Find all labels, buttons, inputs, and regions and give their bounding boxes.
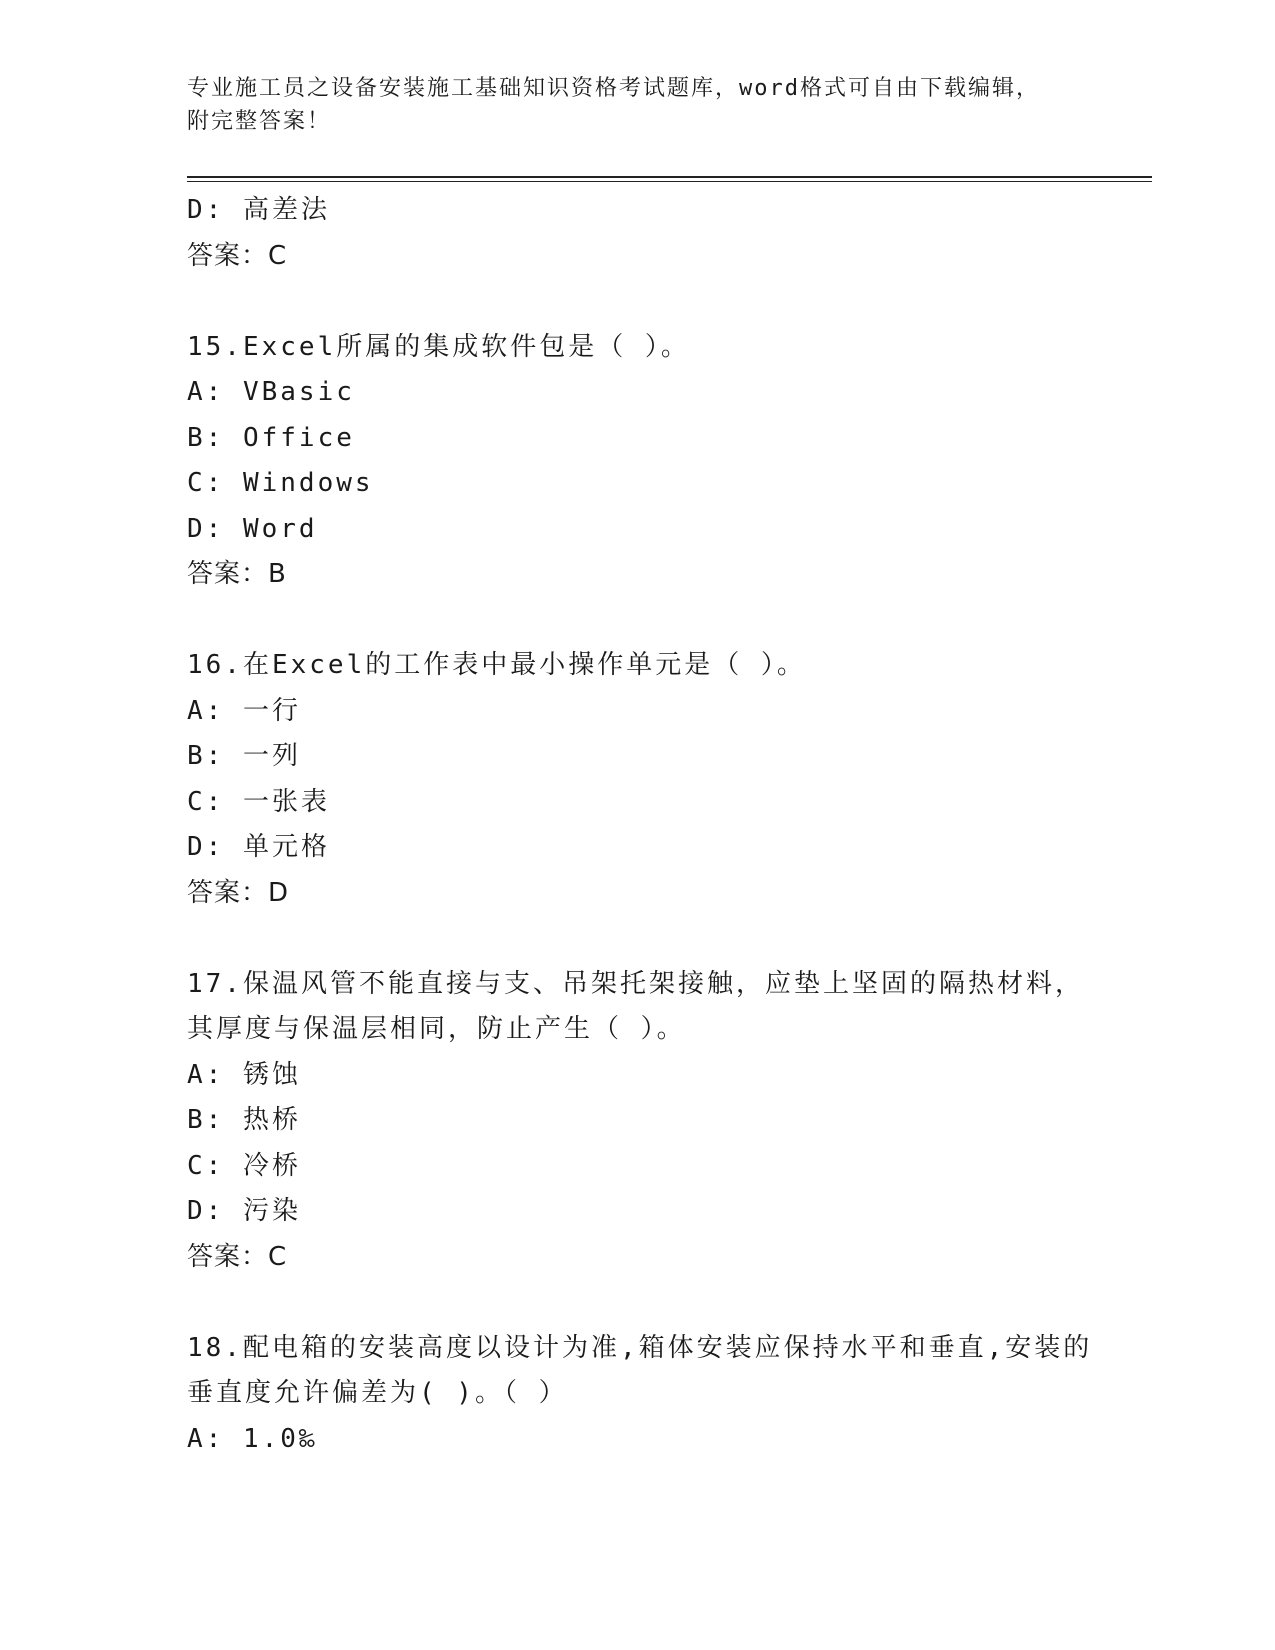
option-a: A: 1.0‰ <box>187 1423 318 1454</box>
option-c: C: Windows <box>187 468 374 498</box>
option-d: D: 污染 <box>187 1196 301 1226</box>
option-c: C: 冷桥 <box>187 1150 301 1181</box>
option-d: D: 单元格 <box>187 832 330 862</box>
answer: 答案：C <box>187 1241 288 1272</box>
question-stem: 16.在Excel的工作表中最小操作单元是（ ）。 <box>187 650 806 680</box>
option-b: B: 一列 <box>187 741 301 771</box>
prev-question-option-d: D: 高差法 <box>187 195 330 225</box>
header-line-2: 附完整答案！ <box>187 109 332 134</box>
option-c: C: 一张表 <box>187 786 330 817</box>
option-a: A: VBasic <box>187 377 355 407</box>
option-a: A: 锈蚀 <box>187 1059 301 1090</box>
question-stem: 15.Excel所属的集成软件包是（ ）。 <box>187 331 690 362</box>
question-stem-line-1: 17.保温风管不能直接与支、吊架托架接触，应垫上坚固的隔热材料， <box>187 968 1084 999</box>
header-line-1: 专业施工员之设备安装施工基础知识资格考试题库，word格式可自由下载编辑， <box>187 76 1040 101</box>
question-stem-line-2: 垂直度允许偏差为( )。（ ） <box>187 1378 568 1408</box>
question-stem-line-1: 18.配电箱的安装高度以设计为准,箱体安装应保持水平和垂直,安装的 <box>187 1332 1093 1363</box>
question-list <box>187 188 1093 1462</box>
prev-question-answer: 答案：C <box>187 240 288 271</box>
question-16 <box>187 643 1087 916</box>
option-b: B: 热桥 <box>187 1105 301 1135</box>
option-a: A: 一行 <box>187 695 301 726</box>
option-b: B: Office <box>187 422 355 453</box>
option-d: D: Word <box>187 513 318 544</box>
question-18 <box>187 1326 1093 1463</box>
question-17 <box>187 962 1087 1281</box>
question-stem-line-2: 其厚度与保温层相同，防止产生（ ）。 <box>187 1014 686 1044</box>
answer: 答案：D <box>187 877 290 908</box>
question-15 <box>187 325 1087 598</box>
header-divider <box>187 176 1152 182</box>
page-header <box>187 72 1087 138</box>
answer: 答案：B <box>187 559 287 589</box>
